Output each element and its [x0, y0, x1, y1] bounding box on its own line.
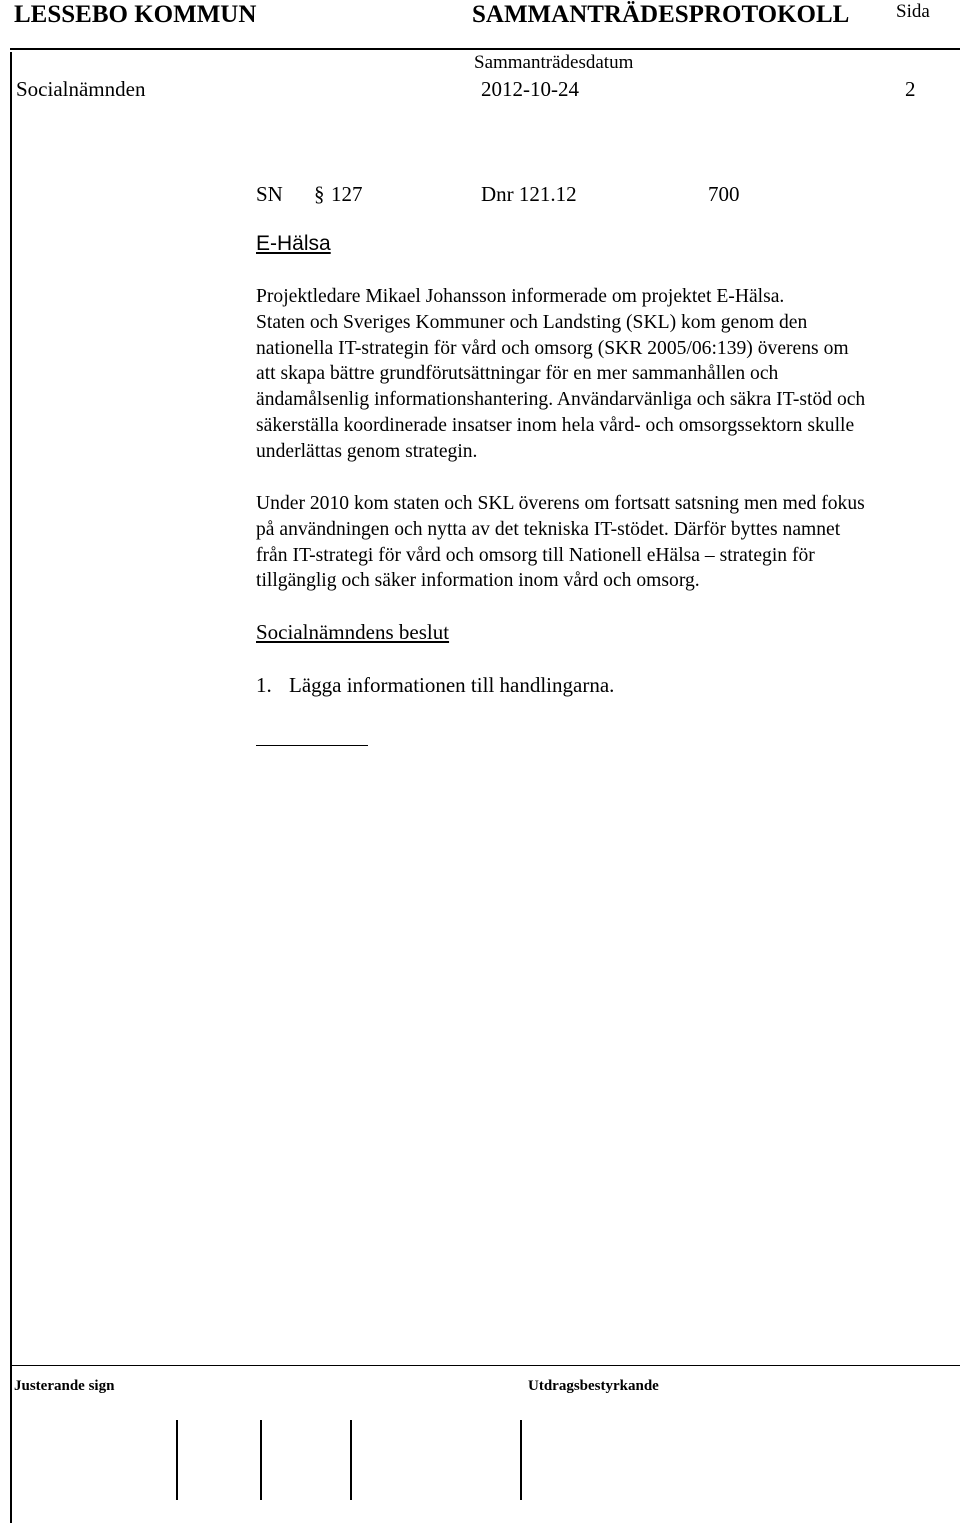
- paragraph-line: ändamålsenlig informationshantering. Användarvänliga och säkra IT-stöd och: [256, 389, 866, 411]
- page-number: 2: [905, 77, 916, 101]
- decision-item-number: 1.: [256, 673, 272, 697]
- paragraph-line: Staten och Sveriges Kommuner och Landsting (SKL) kom genom den: [256, 311, 808, 333]
- signature-box-divider: [260, 1420, 262, 1500]
- paragraph-line: underlättas genom strategin.: [256, 440, 478, 462]
- end-rule: [256, 745, 368, 746]
- protocol-title: SAMMANTRÄDESPROTOKOLL: [472, 1, 850, 28]
- paragraph-line: att skapa bättre grundförutsättningar för en mer sammanhållen och: [256, 363, 779, 385]
- paragraph-line: på användningen och nytta av det tekniska IT-stödet. Därför byttes namnet: [256, 518, 841, 540]
- header-divider: [10, 48, 960, 50]
- section-number: 127: [331, 182, 363, 206]
- paragraph-2: [256, 491, 960, 594]
- meeting-date-label: Sammanträdesdatum: [474, 52, 634, 73]
- left-margin-rule: [10, 52, 12, 1523]
- paragraph-line: från IT-strategi för vård och omsorg till Nationell eHälsa – strategin för: [256, 544, 815, 566]
- footer-divider: [10, 1365, 960, 1366]
- decision-item-text: Lägga informationen till handlingarna.: [289, 673, 615, 697]
- committee-name: Socialnämnden: [16, 77, 146, 101]
- organization-name: LESSEBO KOMMUN: [14, 1, 257, 28]
- signature-box-divider: [176, 1420, 178, 1500]
- paragraph-line: tillgänglig och säker information inom vård och omsorg.: [256, 570, 700, 592]
- paragraph-line: Projektledare Mikael Johansson informerade om projektet E-Hälsa.: [256, 286, 785, 307]
- decision-item: [256, 673, 614, 698]
- section-sign: §: [314, 182, 325, 206]
- justerande-sign-label: Justerande sign: [14, 1378, 115, 1394]
- paragraph-1: [256, 284, 960, 465]
- paragraph-line: nationella IT-strategin för vård och omsorg (SKR 2005/06:139) överens om: [256, 337, 849, 359]
- paragraph-line: säkerställa koordinerade insatser inom hela vård- och omsorgssektorn skulle: [256, 414, 855, 436]
- page-label: Sida: [896, 1, 930, 22]
- utdragsbestyrkande-label: Utdragsbestyrkande: [528, 1378, 659, 1394]
- paragraph-line: Under 2010 kom staten och SKL överens om fortsatt satsning men med fokus: [256, 493, 865, 514]
- reference-prefix: SN: [256, 182, 283, 206]
- item-title: E-Hälsa: [256, 232, 331, 255]
- classification-code: 700: [708, 182, 740, 206]
- decision-heading: Socialnämndens beslut: [256, 620, 450, 644]
- meeting-date: 2012-10-24: [481, 77, 579, 101]
- dnr-number: Dnr 121.12: [481, 182, 577, 206]
- signature-box-divider: [350, 1420, 352, 1500]
- signature-box-divider: [520, 1420, 522, 1500]
